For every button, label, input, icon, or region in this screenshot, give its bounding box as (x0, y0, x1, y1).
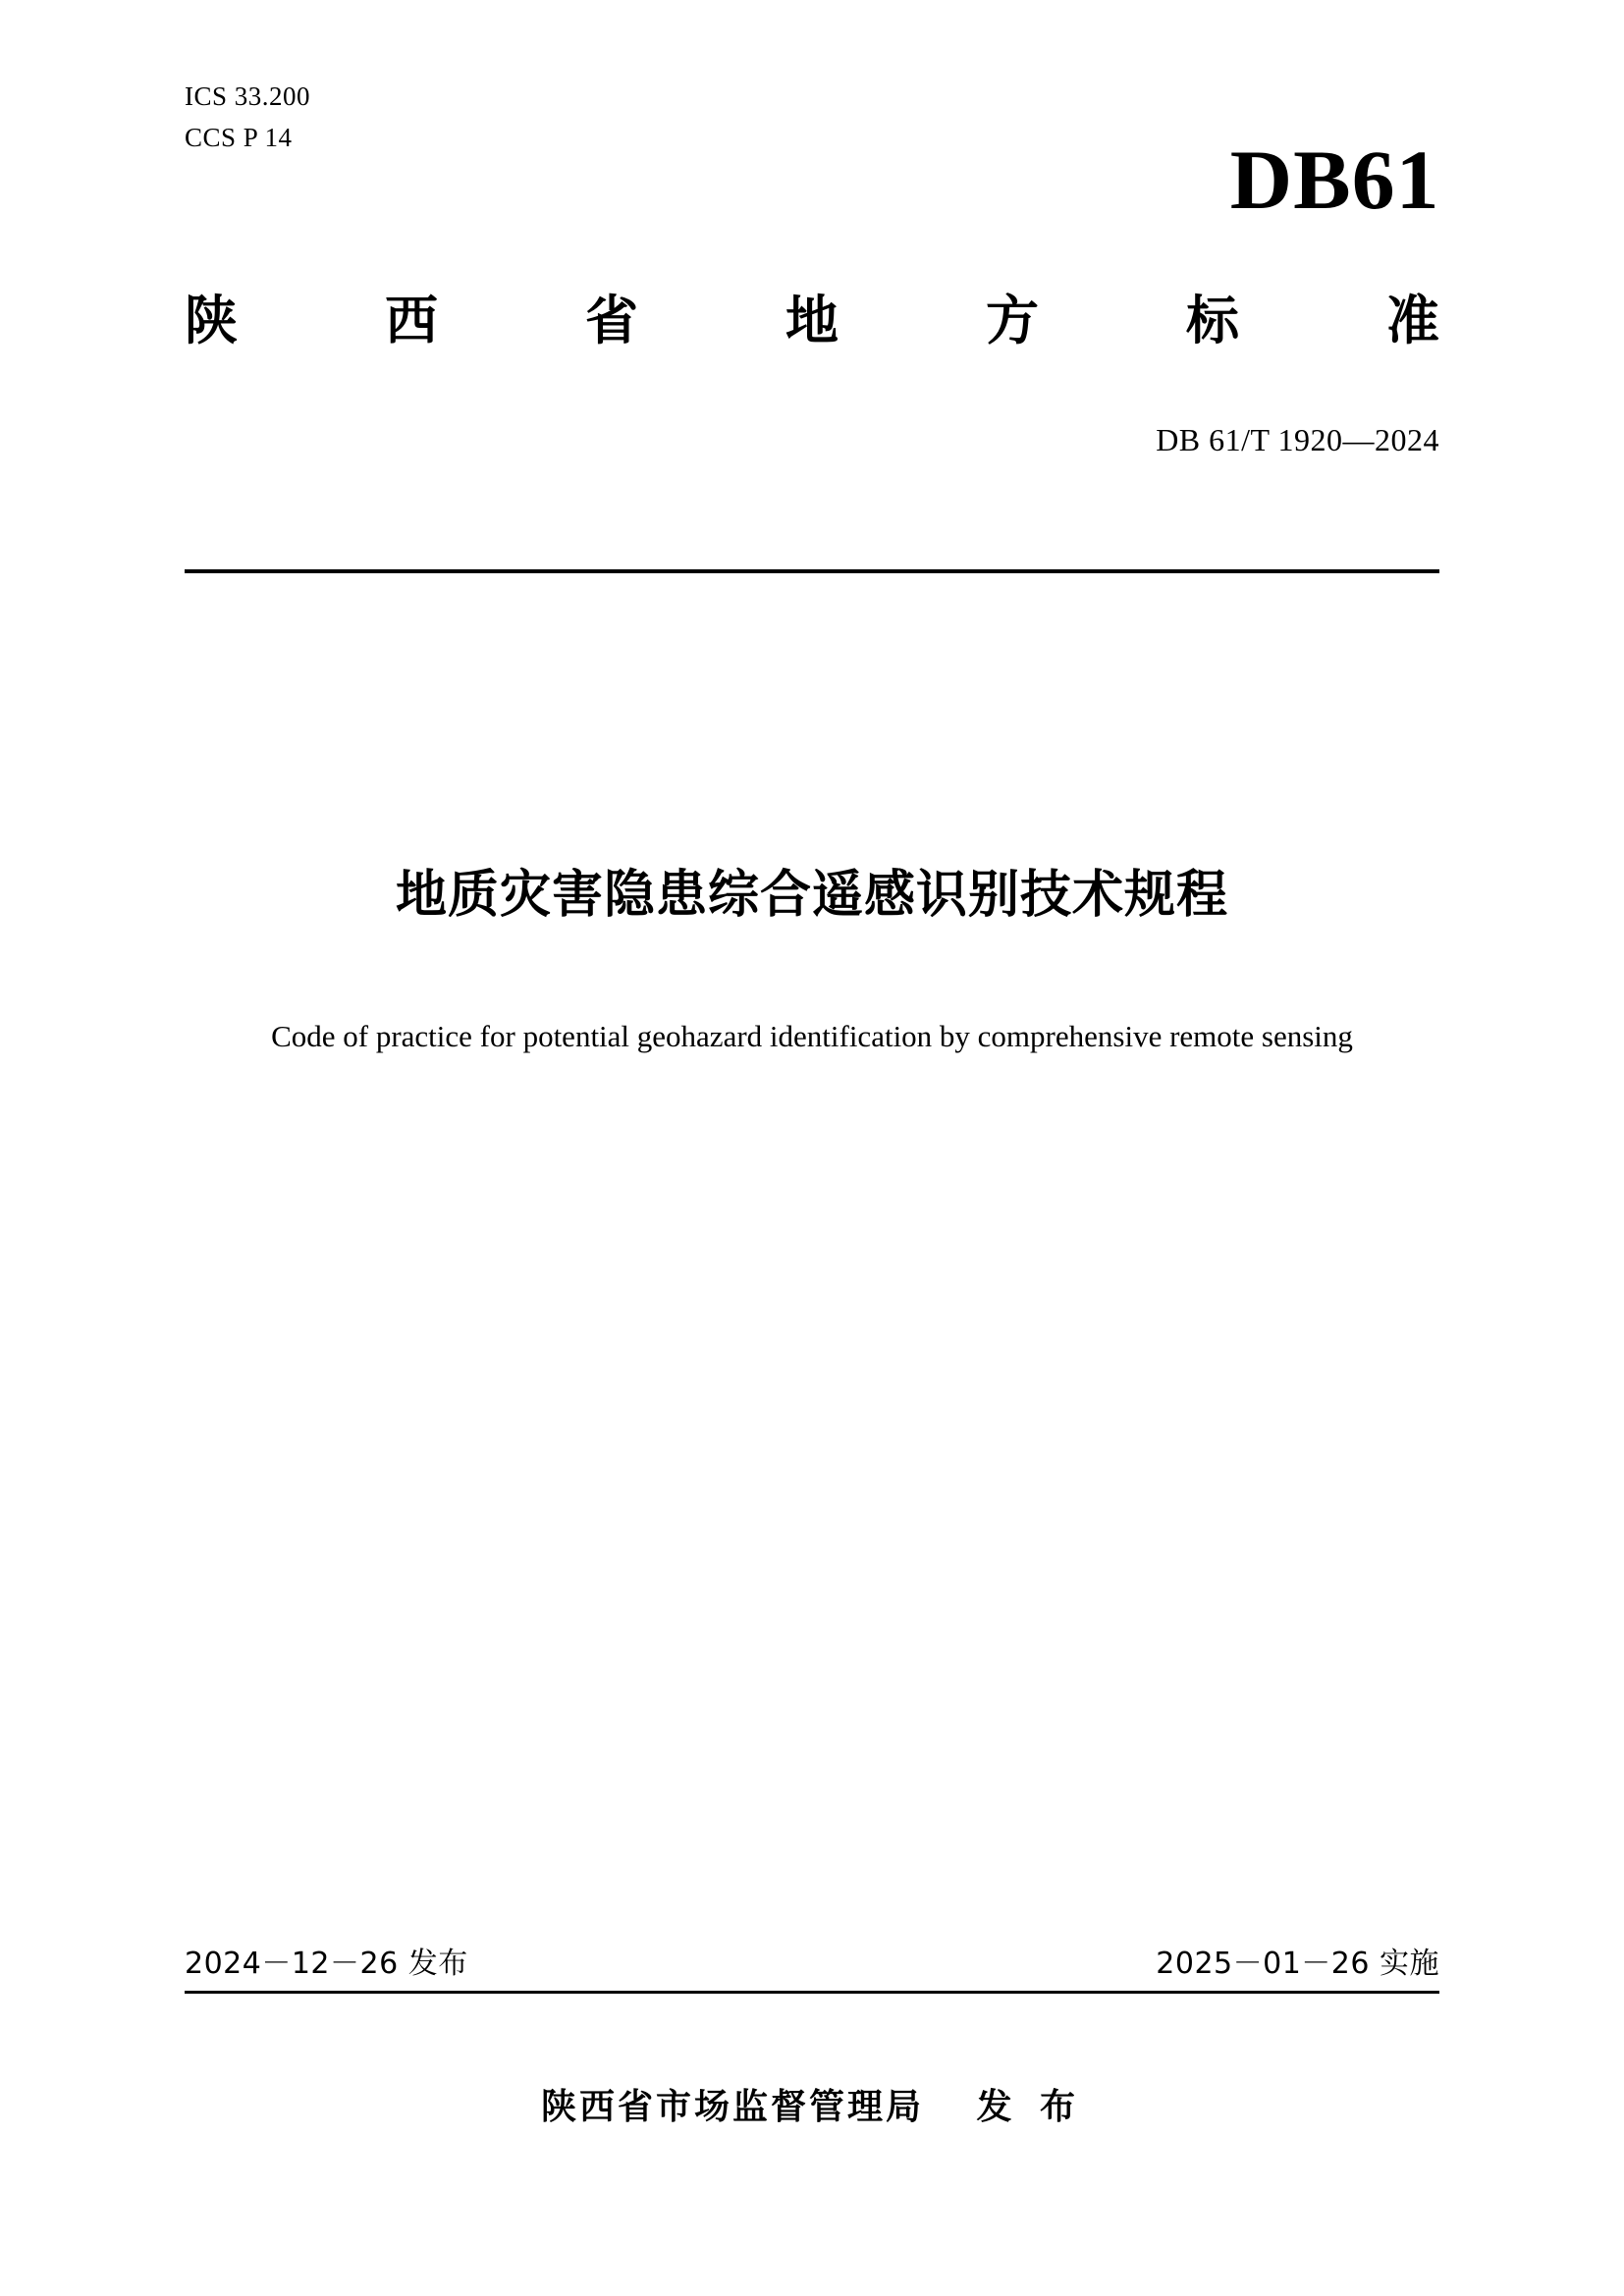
effective-date: 2025－01－26 实施 (1156, 1947, 1439, 1981)
province-standard-title (185, 290, 1439, 351)
province-title-char-6: 准 (1386, 290, 1439, 351)
publisher-name: 陕西省市场监督管理局 (540, 2087, 924, 2127)
standard-number: DB 61/T 1920—2024 (1156, 422, 1439, 457)
province-title-char-0: 陕 (185, 290, 238, 351)
document-title-english: Code of practice for potential geohazard identification by comprehensive remote sensing (271, 1019, 1353, 1053)
province-title-char-5: 标 (1186, 290, 1239, 351)
province-title-char-1: 西 (385, 290, 438, 351)
footer-divider (185, 1991, 1439, 1994)
issue-date: 2024－12－26 发布 (185, 1947, 468, 1981)
publish-word: 发 布 (976, 2087, 1084, 2127)
ccs-code: CCS P 14 (185, 122, 293, 152)
publisher-line (0, 2079, 1624, 2129)
classification-block (185, 77, 310, 159)
db-standard-mark: DB61 (1229, 133, 1439, 227)
document-title-chinese: 地质灾害隐患综合遥感识别技术规程 (395, 866, 1228, 925)
province-title-char-4: 方 (986, 290, 1039, 351)
ics-code: ICS 33.200 (185, 81, 311, 111)
province-title-char-2: 省 (585, 290, 638, 351)
province-title-char-3: 地 (785, 290, 839, 351)
header-divider (185, 569, 1439, 573)
